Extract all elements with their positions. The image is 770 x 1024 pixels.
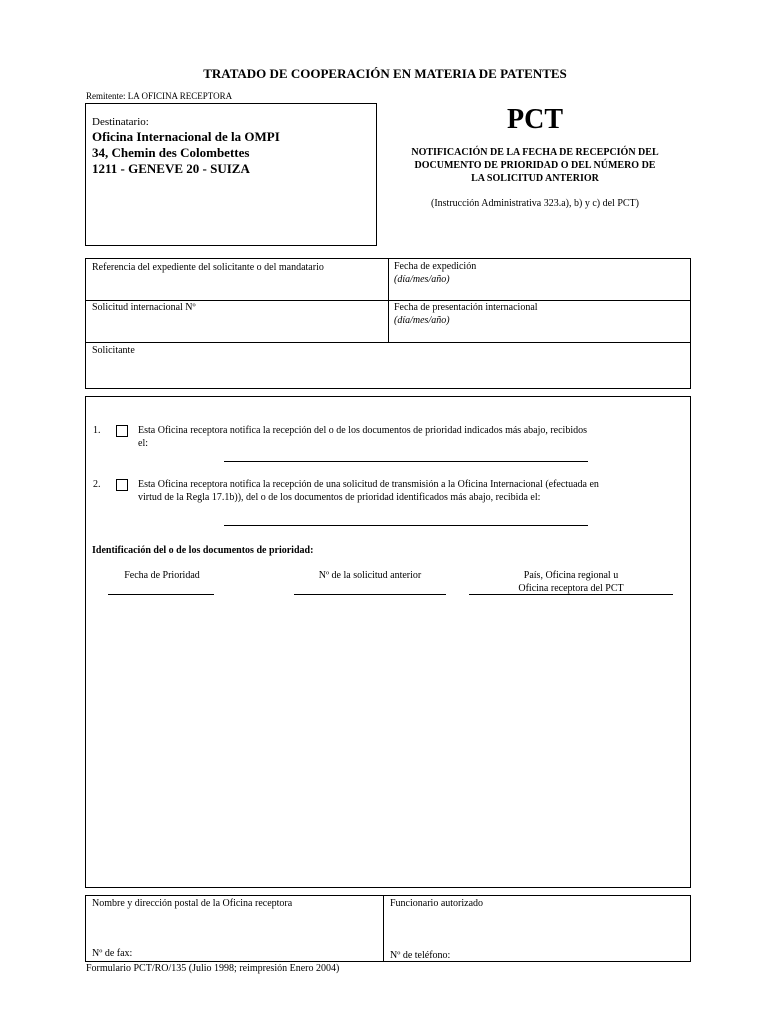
recipient-label: Destinatario: [92, 116, 149, 128]
col-priority-date-line [108, 594, 214, 595]
item1-number: 1. [93, 425, 101, 436]
col-country-office-line1: País, Oficina regional u [523, 570, 619, 581]
notice-line3: LA SOLICITUD ANTERIOR [471, 173, 599, 184]
office-address-field[interactable]: Nombre y dirección postal de la Oficina receptora [92, 898, 293, 909]
main-box [85, 396, 691, 888]
filing-date-format: (día/mes/año) [394, 315, 450, 326]
authorized-officer-field[interactable]: Funcionario autorizado [390, 898, 484, 909]
col-priority-date: Fecha de Prioridad [124, 570, 200, 581]
col-earlier-application: Nº de la solicitud anterior [318, 570, 422, 581]
phone-field[interactable]: Nº de teléfono: [390, 950, 451, 961]
col-country-office [469, 569, 673, 595]
sender-label: Remitente: LA OFICINA RECEPTORA [86, 91, 233, 101]
form-title: TRATADO DE COOPERACIÓN EN MATERIA DE PATENTES [203, 66, 567, 81]
notice-title [380, 146, 690, 185]
item2-text-a: Esta Oficina receptora notifica la recepción de una solicitud de transmisión a la Oficina Internacional (efectuada en [138, 479, 599, 490]
item1-date-line[interactable] [224, 461, 588, 462]
pct-logo: PCT [507, 104, 563, 135]
reference-field[interactable]: Referencia del expediente del solicitante o del mandatario [92, 262, 324, 273]
item2-checkbox[interactable] [116, 479, 128, 491]
col-country-office-line [469, 594, 673, 595]
item2-date-line[interactable] [224, 525, 588, 526]
notice-line2: DOCUMENTO DE PRIORIDAD O DEL NÚMERO DE [414, 160, 656, 171]
recipient-line3: 1211 - GENEVE 20 - SUIZA [92, 161, 250, 176]
applicant-field[interactable]: Solicitante [92, 345, 135, 356]
notice-line1: NOTIFICACIÓN DE LA FECHA DE RECEPCIÓN DEL [411, 147, 659, 158]
item1-text-a: Esta Oficina receptora notifica la recepción del o de los documentos de prioridad indicados más abajo, recibidos [138, 425, 588, 436]
application-number-field[interactable]: Solicitud internacional Nº [92, 302, 196, 313]
recipient-line1: Oficina Internacional de la OMPI [92, 129, 280, 144]
filing-date-field[interactable]: Fecha de presentación internacional [394, 302, 538, 313]
item2-text [138, 478, 683, 504]
fields-table [85, 258, 691, 389]
recipient-line2: 34, Chemin des Colombettes [92, 145, 250, 160]
recipient-box [85, 103, 377, 246]
item1-text [138, 424, 683, 450]
col-country-office-line2: Oficina receptora del PCT [518, 583, 624, 594]
footer-box [85, 895, 691, 962]
item2-text-b: virtud de la Regla 17.1b)), del o de los documentos de prioridad identificados más abajo, recibida el: [138, 492, 541, 503]
identification-heading: Identificación del o de los documentos de prioridad: [92, 545, 314, 556]
item1-text-b: el: [138, 438, 148, 449]
item2-number: 2. [93, 479, 101, 490]
form-identifier: Formulario PCT/RO/135 (Julio 1998; reimpresión Enero 2004) [86, 963, 340, 974]
instruction-note: (Instrucción Administrativa 323.a), b) y c) del PCT) [430, 198, 639, 209]
issue-date-format: (día/mes/año) [394, 274, 450, 285]
col-earlier-application-line [294, 594, 446, 595]
issue-date-field[interactable]: Fecha de expedición [394, 261, 477, 272]
item1-checkbox[interactable] [116, 425, 128, 437]
fax-field[interactable]: Nº de fax: [92, 948, 133, 959]
